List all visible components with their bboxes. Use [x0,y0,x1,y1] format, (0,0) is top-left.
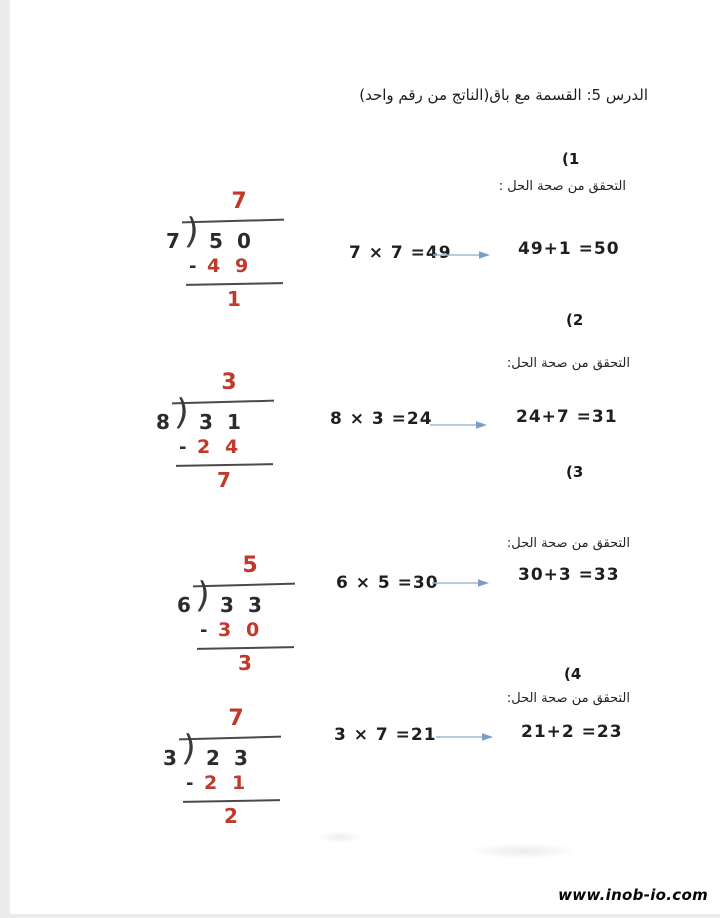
subtraction-line [183,799,280,803]
product-digit: 1 [232,772,246,794]
quotient: 7 [228,706,244,731]
check-label: التحقق من صحة الحل: [506,691,630,706]
product-digit: 2 [197,436,211,458]
remainder: 3 [238,651,252,675]
section-number: (4 [564,665,582,683]
remainder: 1 [227,287,241,311]
dividend-digit: 3 [220,593,234,617]
remainder: 2 [224,804,238,828]
division-bracket-icon: ) [173,392,191,434]
dividend-digit: 1 [227,410,241,434]
product-digit: 4 [225,436,239,458]
long-division-problem [162,704,290,832]
minus-sign: - [200,620,208,641]
section-number: (3 [566,463,584,481]
right-arrow-icon [432,577,490,589]
quotient: 3 [221,370,237,395]
minus-sign: - [186,773,194,794]
subtraction-line [197,646,294,650]
product-digit: 9 [235,255,249,277]
right-arrow-icon [430,419,488,431]
minus-sign: - [179,437,187,458]
dividend-digit: 5 [209,229,223,253]
dividend-digit: 2 [206,746,220,770]
division-bracket-icon: ) [194,575,212,617]
page-edge-shadow [0,914,720,918]
scan-smudge [318,831,362,843]
addition-check: 30+3 =33 [518,565,620,585]
multiplication-check: 7 × 7 =49 [349,243,452,263]
right-arrow-icon [433,249,491,261]
division-bracket-icon: ) [183,211,201,253]
long-division-problem [165,187,293,315]
dividend-digit: 3 [199,410,213,434]
multiplication-check: 8 × 3 =24 [330,409,433,429]
dividend-digit: 3 [248,593,262,617]
long-division-problem [155,368,283,496]
quotient: 5 [242,553,258,578]
check-label: التحقق من صحة الحل: [506,356,630,371]
divisor: 7 [166,229,180,253]
scan-smudge [468,843,578,859]
subtraction-line [186,282,283,286]
division-bracket-icon: ) [180,728,198,770]
multiplication-check: 6 × 5 =30 [336,573,439,593]
check-label: التحقق من صحة الحل : [498,179,626,194]
addition-check: 21+2 =23 [521,722,623,742]
divisor: 8 [156,410,170,434]
page-edge-shadow [0,0,10,918]
lesson-title: الدرس 5: القسمة مع باق(الناتج من رقم واحد) [359,86,648,104]
section-number: (2 [566,311,584,329]
minus-sign: - [189,256,197,277]
product-digit: 3 [218,619,232,641]
divisor: 3 [163,746,177,770]
addition-check: 49+1 =50 [518,239,620,259]
multiplication-check: 3 × 7 =21 [334,725,437,745]
remainder: 7 [217,468,231,492]
divisor: 6 [177,593,191,617]
check-label: التحقق من صحة الحل: [506,536,630,551]
addition-check: 24+7 =31 [516,407,618,427]
section-number: (1 [562,150,580,168]
product-digit: 2 [204,772,218,794]
product-digit: 4 [207,255,221,277]
quotient: 7 [231,189,247,214]
right-arrow-icon [436,731,494,743]
long-division-problem [176,551,304,679]
subtraction-line [176,463,273,467]
dividend-digit: 3 [234,746,248,770]
watermark: www.inob-io.com [558,886,708,904]
product-digit: 0 [246,619,260,641]
dividend-digit: 0 [237,229,251,253]
